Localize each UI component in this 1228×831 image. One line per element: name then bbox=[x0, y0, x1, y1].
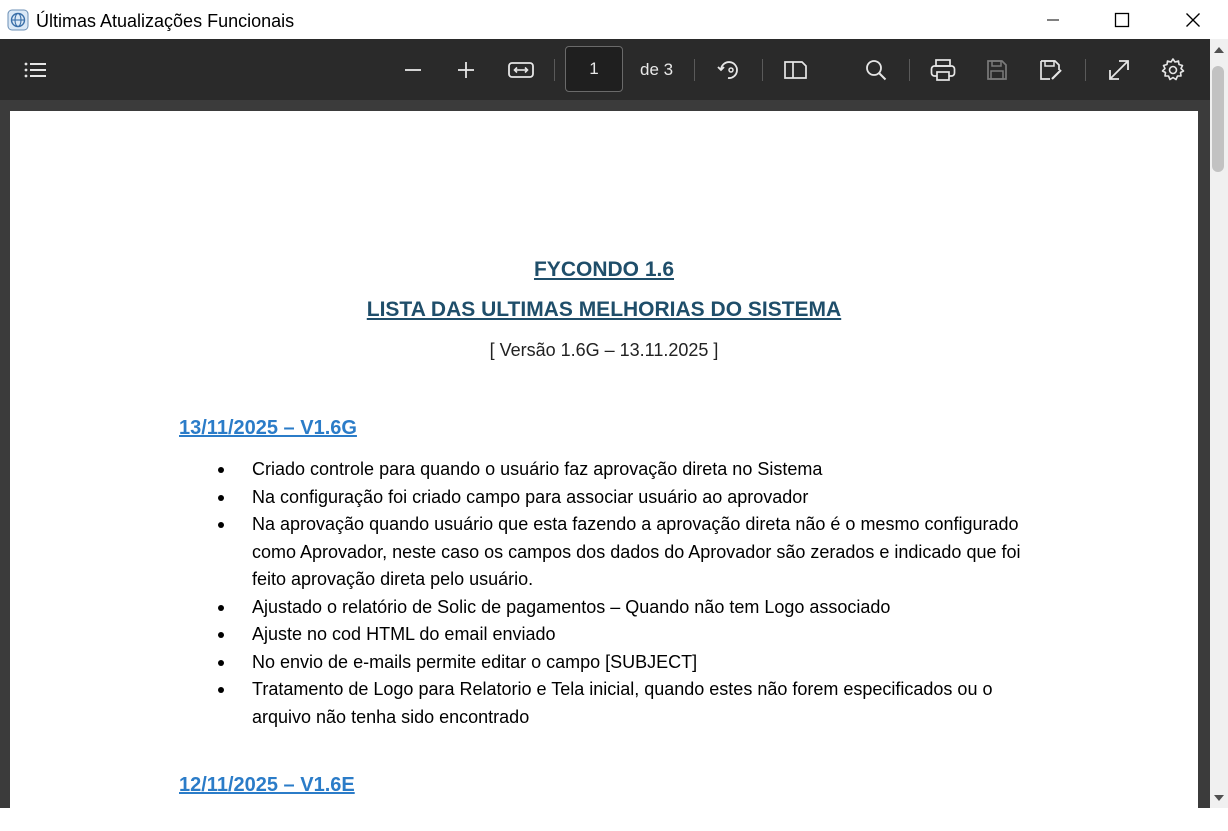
fit-width-button[interactable] bbox=[503, 39, 539, 100]
expand-icon bbox=[1107, 58, 1131, 82]
minus-icon bbox=[404, 61, 422, 79]
print-icon bbox=[930, 59, 956, 81]
close-button[interactable] bbox=[1170, 0, 1216, 39]
toolbar-separator bbox=[909, 59, 910, 81]
title-bar bbox=[0, 0, 1228, 39]
list-item: Tratamento de Logo para Relatorio e Tela inicial, quando estes não forem especificados ou o arquivo não tenha sido encontrado bbox=[180, 676, 1040, 731]
section-date: 13/11/2025 – V1.6G bbox=[179, 417, 357, 439]
save-as-icon bbox=[1039, 59, 1063, 81]
document-subtitle: LISTA DAS ULTIMAS MELHORIAS DO SISTEMA bbox=[366, 298, 842, 321]
list-item: Ajustado o relatório de Solic de pagamentos – Quando não tem Logo associado bbox=[180, 594, 1040, 622]
list-item: Ajuste no cod HTML do email enviado bbox=[180, 621, 1040, 649]
document-title: FYCONDO 1.6 bbox=[533, 258, 675, 281]
rotate-button[interactable] bbox=[710, 39, 746, 100]
scrollbar-thumb[interactable] bbox=[1212, 66, 1224, 172]
list-item: Na aprovação quando usuário que esta fazendo a aprovação direta não é o mesmo configurado como Aprovador, neste caso os campos dos dados do Aprovador são zerados e indicado que foi feito aprovação direta pelo usuário. bbox=[180, 511, 1040, 594]
maximize-icon bbox=[1114, 12, 1130, 28]
toolbar-separator bbox=[554, 59, 555, 81]
document-version: [ Versão 1.6G – 13.11.2025 ] bbox=[489, 340, 719, 360]
scroll-down-icon[interactable] bbox=[1213, 793, 1225, 803]
minimize-button[interactable] bbox=[1030, 0, 1076, 39]
fit-width-icon bbox=[508, 61, 534, 79]
toolbar-separator bbox=[762, 59, 763, 81]
close-icon bbox=[1185, 12, 1201, 28]
save-icon bbox=[986, 59, 1008, 81]
settings-button[interactable] bbox=[1155, 39, 1191, 100]
sidebar-toggle-button[interactable] bbox=[17, 39, 53, 100]
pdf-page bbox=[10, 111, 1198, 831]
page-total-label: de 3 bbox=[640, 60, 674, 79]
changes-list bbox=[180, 456, 1040, 731]
pdf-toolbar bbox=[0, 39, 1210, 100]
maximize-button[interactable] bbox=[1099, 0, 1145, 39]
app-globe-icon bbox=[7, 9, 29, 31]
search-button[interactable] bbox=[858, 39, 894, 100]
page-view-icon bbox=[782, 60, 808, 80]
list-item: Criado controle para quando o usuário faz aprovação direta no Sistema bbox=[180, 456, 1040, 484]
save-button[interactable] bbox=[979, 39, 1015, 100]
save-as-button[interactable] bbox=[1033, 39, 1069, 100]
print-button[interactable] bbox=[925, 39, 961, 100]
list-item: Na configuração foi criado campo para associar usuário ao aprovador bbox=[180, 484, 1040, 512]
document-viewer[interactable] bbox=[0, 100, 1210, 808]
zoom-in-button[interactable] bbox=[448, 39, 484, 100]
toolbar-separator bbox=[1085, 59, 1086, 81]
minimize-icon bbox=[1046, 13, 1060, 27]
window-title: Últimas Atualizações Funcionais bbox=[36, 11, 295, 31]
zoom-out-button[interactable] bbox=[395, 39, 431, 100]
page-number-input[interactable] bbox=[565, 46, 623, 92]
list-item: No envio de e-mails permite editar o campo [SUBJECT] bbox=[180, 649, 1040, 677]
list-icon bbox=[23, 60, 47, 80]
gear-icon bbox=[1160, 57, 1186, 83]
section-date: 12/11/2025 – V1.6E bbox=[179, 774, 355, 796]
fullscreen-button[interactable] bbox=[1101, 39, 1137, 100]
plus-icon bbox=[457, 61, 475, 79]
scroll-up-icon[interactable] bbox=[1213, 45, 1225, 55]
page-view-button[interactable] bbox=[777, 39, 813, 100]
search-icon bbox=[865, 59, 887, 81]
rotate-icon bbox=[716, 58, 740, 82]
toolbar-separator bbox=[694, 59, 695, 81]
